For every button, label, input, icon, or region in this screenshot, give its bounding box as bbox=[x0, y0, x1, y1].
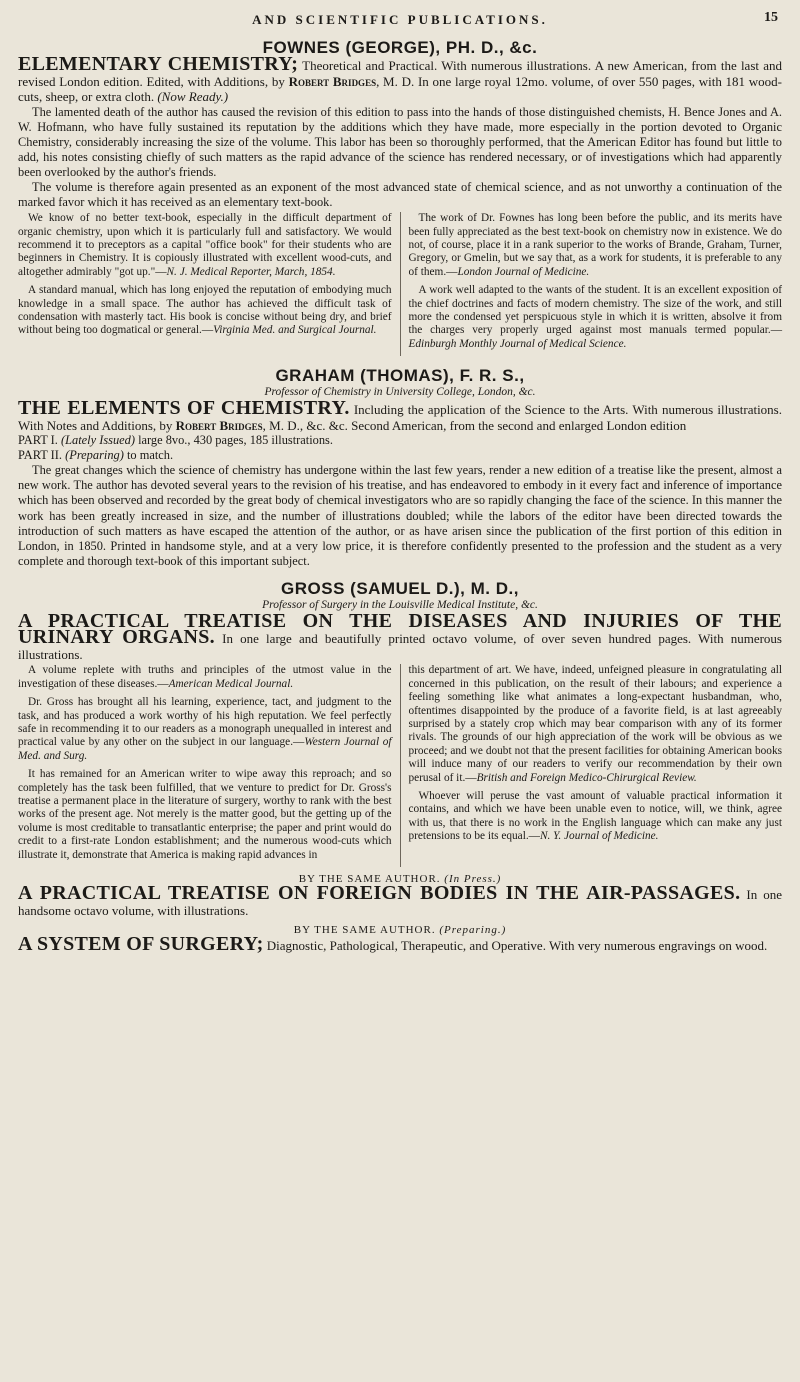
review-source: American Medical Journal. bbox=[168, 677, 294, 690]
part-line: PART II. (Preparing) to match. bbox=[18, 448, 174, 463]
book-description: In one handsome octavo volume, with illustrations. bbox=[18, 887, 782, 918]
book-title: A PRACTICAL TREATISE ON FOREIGN BODIES IN THE AIR-PASSAGES. bbox=[18, 882, 741, 905]
reviews-left-column bbox=[18, 664, 401, 867]
reviews-columns bbox=[18, 212, 782, 356]
reviews-right-column bbox=[401, 212, 783, 356]
publication-status: (Now Ready.) bbox=[157, 89, 229, 104]
running-head bbox=[18, 6, 782, 36]
review-quote: We know of no better text-book, especially in the difficult department of organic chemistry, upon which it is particularly full and satisfactory. We would recommend it to preceptors as a capital "office book" for their students who are beginners in Chemistry. It is copiously illustrated with excellent wood-cuts, and altogether admirably "got up."—N. J. Medical Reporter, March, 1854. bbox=[18, 212, 392, 278]
graham-entry bbox=[18, 366, 782, 569]
publication-status: (Preparing) bbox=[65, 448, 124, 463]
editor-name: Robert Bridges bbox=[175, 417, 263, 433]
by-same-author-line: BY THE SAME AUTHOR. (In Press.) bbox=[298, 873, 502, 886]
page-number: 15 bbox=[764, 10, 778, 25]
review-quote: Whoever will peruse the vast amount of valuable practical information it contains, and which we have been unable even to notice, will, we think, agree with us, that there is no work in the English language which can make any just pretensions to be its equal.—N. Y. Journal of Medicine. bbox=[408, 790, 782, 843]
publication-status: (Lately Issued) bbox=[61, 433, 135, 448]
review-source: Virginia Med. and Surgical Journal. bbox=[213, 324, 377, 337]
book-description-tail: , M. D. In one large royal 12mo. volume, of over 550 pages, with 181 wood-cuts, sheep, or extra cloth. bbox=[18, 73, 783, 104]
review-quote: It has remained for an American writer to wipe away this reproach; and so completely has the task been fulfilled, that we venture to predict for Dr. Gross's treatise a permanent place in the literature of surgery, worthy to rank with the best works of the present age. Not merely is the matter good, but the getting up of the volume is most creditable to transatlantic enterprise; the paper and print would do credit to a first-rate London establishment; and the numerous wood-cuts which illustrate it, demonstrate that America is making rapid advances in bbox=[18, 768, 392, 861]
book-title-block bbox=[18, 53, 783, 105]
book-title: THE ELEMENTS OF CHEMISTRY. bbox=[18, 397, 350, 420]
author-heading: FOWNES (GEORGE), PH. D., &c. bbox=[262, 38, 538, 57]
book-description: Including the application of the Science to the Arts. With numerous illustrations. With Notes and Additions, by bbox=[18, 402, 782, 433]
book-title-block bbox=[18, 397, 782, 433]
publication-status: (Preparing.) bbox=[439, 924, 507, 937]
review-quote: A volume replete with truths and principles of the utmost value in the investigation of these diseases.—American Medical Journal. bbox=[18, 664, 392, 690]
running-head-title: AND SCIENTIFIC PUBLICATIONS. bbox=[252, 12, 548, 27]
review-quote: A standard manual, which has long enjoyed the reputation of embodying much knowledge in a small space. The author has achieved the difficult task of condensation with masterly tact. His book is concise without being dry, and brief without being too dogmatical or general.—Virginia Med. and Surgical Journal. bbox=[18, 284, 392, 337]
review-source: Edinburgh Monthly Journal of Medical Science. bbox=[408, 337, 627, 350]
book-description: Diagnostic, Pathological, Therapeutic, and Operative. With very numerous engravings on wood. bbox=[263, 938, 768, 954]
gross-entry bbox=[18, 579, 782, 954]
book-title-block bbox=[18, 933, 782, 956]
review-quote: Dr. Gross has brought all his learning, experience, tact, and judgment to the task, and has produced a work worthy of his high reputation. We feel perfectly safe in recommending it to our readers as a monograph unequalled in interest and practical value by any other on the subject in our language.—Western Journal of Med. and Surg. bbox=[18, 696, 392, 762]
review-source: N. Y. Journal of Medicine. bbox=[539, 830, 659, 843]
book-title: A SYSTEM OF SURGERY; bbox=[18, 933, 264, 956]
book-title-block bbox=[18, 882, 782, 918]
review-quote: A work well adapted to the wants of the student. It is an excellent exposition of the chief doctrines and facts of modern chemistry. The size of the work, and still more the condensed yet perspicuous style in which it is written, absolve it from the charges very properly urged against most manuals termed popular.—Edinburgh Monthly Journal of Medical Science. bbox=[408, 284, 782, 350]
review-quote: The work of Dr. Fownes has long been before the public, and its merits have been fully appreciated as the best text-book on chemistry now in existence. We do not, of course, place it in a rank superior to the works of Brande, Graham, Turner, Gregory, or Gmelin, but we say that, as a work for students, it is preferable to any of them.—London Journal of Medicine. bbox=[408, 212, 782, 278]
review-source: Western Journal of Med. and Surg. bbox=[18, 736, 392, 762]
review-quote: this department of art. We have, indeed, unfeigned pleasure in congratulating all concerned in this publication, on the result of their labours; and experience a feeling something like what animates a long-expectant husbandman, who, oftentimes disappointed by the produce of a favorite field, is at last agreeably surprised by a stately crop which may bear comparison with any of its former rivals. The grounds of our high appreciation of the work will be obvious as we proceed; and we doubt not that the present facilities for obtaining American books will induce many of our readers to verify our recommendation by their own perusal of it.—British and Foreign Medico-Chirurgical Review. bbox=[408, 664, 782, 784]
part-line: PART I. (Lately Issued) large 8vo., 430 pages, 185 illustrations. bbox=[18, 433, 333, 448]
fownes-entry bbox=[18, 38, 782, 356]
publication-status: (In Press.) bbox=[444, 873, 502, 886]
book-title-block bbox=[18, 609, 782, 663]
review-source: London Journal of Medicine. bbox=[457, 265, 590, 278]
reviews-right-column bbox=[401, 664, 783, 867]
by-same-author-line: BY THE SAME AUTHOR. (Preparing.) bbox=[293, 924, 507, 937]
description-paragraph: The lamented death of the author has caused the revision of this edition to pass into the hands of those distinguished chemists, H. Bence Jones and A. W. Hofmann, who have fully sustained its reputation by the additions which they have made, more especially in the portion devoted to Organic Chemistry, considerably increasing the size of the volume. This labor has been so thoroughly performed, that the American Editor has found but little to add, his notes consisting chiefly of such matters as the rapid advance of the science has rendered necessary, or of investigations which had apparently been overlooked by the author's friends. bbox=[18, 104, 782, 179]
book-description: Theoretical and Practical. With numerous illustrations. A new American, from the last and revised London edition. Edited, with Additions, by bbox=[18, 58, 782, 89]
book-description: In one large and beautifully printed octavo volume, of over seven hundred pages. With numerous illustrations. bbox=[18, 631, 782, 662]
book-title: A PRACTICAL TREATISE ON THE DISEASES AND INJURIES OF THE URINARY ORGANS. bbox=[18, 609, 782, 649]
book-description-tail: , M. D., &c. &c. Second American, from the second and enlarged London edition bbox=[262, 417, 687, 433]
reviews-columns bbox=[18, 664, 782, 867]
editor-name: Robert Bridges bbox=[288, 73, 377, 89]
author-heading: GRAHAM (THOMAS), F. R. S., bbox=[275, 366, 525, 386]
author-affiliation: Professor of Surgery in the Louisville Medical Institute, &c. bbox=[262, 598, 538, 611]
author-heading: GROSS (SAMUEL D.), M. D., bbox=[281, 578, 519, 598]
author-affiliation: Professor of Chemistry in University College, London, &c. bbox=[264, 386, 536, 399]
description-paragraph: The great changes which the science of chemistry has undergone within the last few years, render a new edition of a treatise like the present, almost a new work. The author has devoted several years to the revision of his treatise, and has endeavored to embody in it every fact and inference of importance which has been observed and recorded by the great body of chemical investigators who are so rapidly changing the face of the science. In this manner the work has been greatly increased in size, and the number of illustrations doubled; while the labors of the editor have been directed towards the introduction of such matters as have escaped the attention of the author, or as have arisen since the publication of the first portion of this edition in London, in 1850. Printed in handsome style, and at a very low price, it is therefore confidently presented to the profession and the student as a very complete and thorough text-book of this important subject. bbox=[18, 463, 782, 568]
review-source: N. J. Medical Reporter, March, 1854. bbox=[166, 265, 336, 278]
reviews-left-column bbox=[18, 212, 401, 356]
description-paragraph: The volume is therefore again presented as an exponent of the most advanced state of chemical science, and as not unworthy a continuation of the marked favor which it has received as an elementary text-book. bbox=[18, 179, 782, 210]
book-title: ELEMENTARY CHEMISTRY; bbox=[18, 53, 299, 75]
review-source: British and Foreign Medico-Chirurgical Review. bbox=[476, 771, 697, 784]
